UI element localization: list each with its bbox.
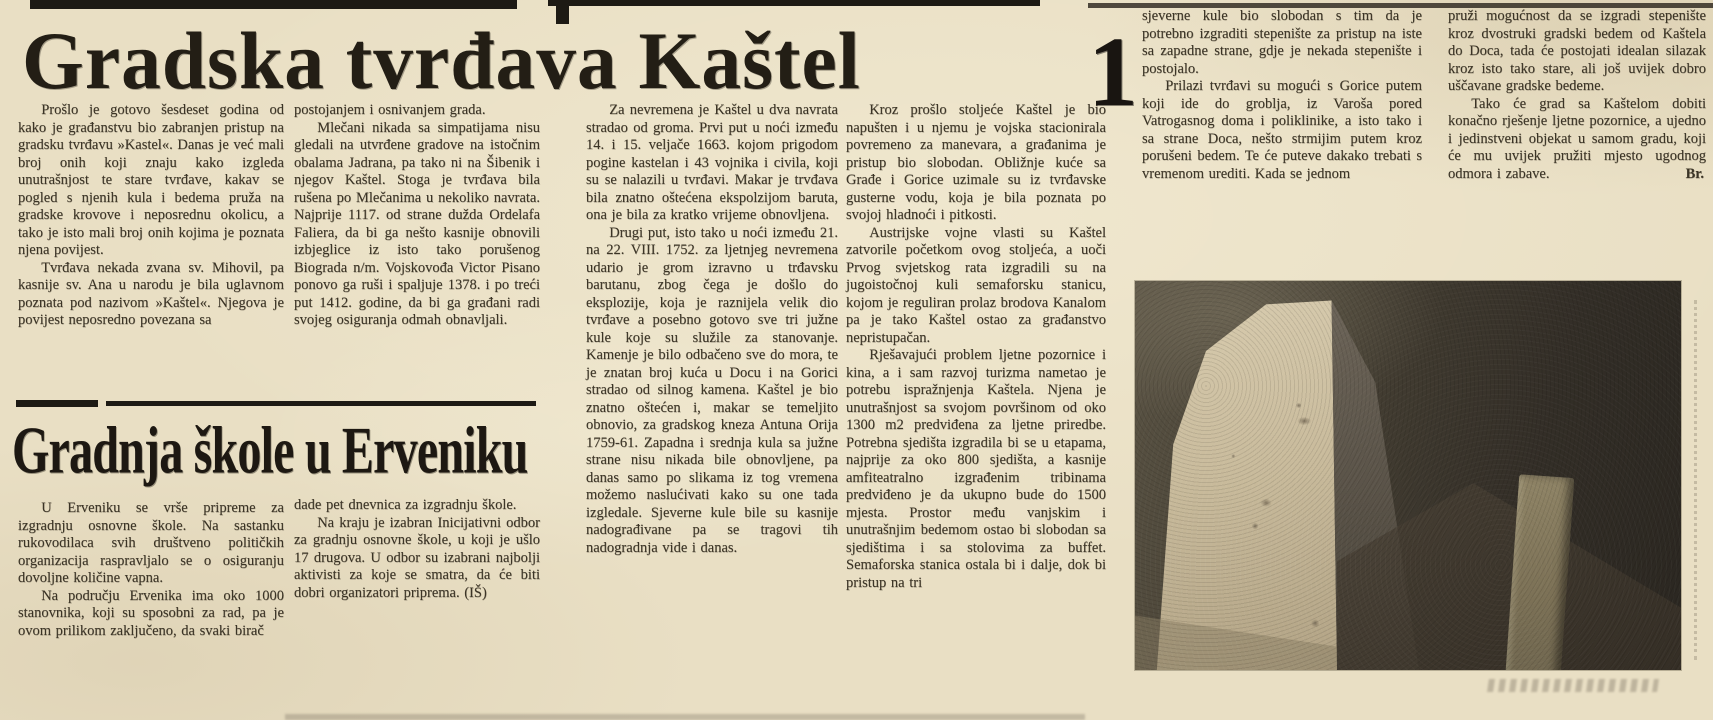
paragraph: U Erveniku se vrše pripreme za izgradnju osnovne škole. Na sastanku rukovodilaca svih društveno političkih organizacija raspravljalo se o osiguranju dovoljne količine vapna. [18, 500, 284, 586]
paragraph: Kroz prošlo stoljeće Kaštel je bio napušten i u njemu je vojska stacionirala povremeno za manevara, a građanima je pristup bio slobodan. Obližnje kuće sa Građe i Gorice uzimale su iz tvrđavske gusterne vodu, koja je bila poznata po svojoj hladnoći i pitkosti. [846, 102, 1106, 223]
fortress-photo [1135, 281, 1681, 670]
article1-column-2 [294, 102, 540, 330]
paragraph: Za nevremena je Kaštel u dva navrata stradao od groma. Prvi put u noći između 14. i 15. veljače 1663. kojom prigodom pogine kastelan i 43 vojnika i civila, koji su se nalazili u tvrđavi. Makar je trvđava bila znatno oštećena ekspolzijom baruta, ona je bila za kratko vrijeme obnovljena. [586, 102, 838, 223]
top-rule-left [30, 0, 517, 9]
paragraph: Tako će grad sa Kaštelom dobiti konačno rješenje ljetne pozornice, a ujedno i jedinstveni objekat u samom gradu, koji će mu uvijek pružiti mjesto ugodnog odmora i zabave. [1448, 95, 1706, 182]
article1-signature: Br. [1685, 165, 1704, 182]
bottom-crop-strip [285, 714, 1085, 720]
paragraph: Prošlo je gotovo šesdeset godina od kako je građanstvu bio zabranjen pristup na gradsku tvrđavu »Kastel«. Danas je već mali broj onih koji znaju kako izgleda unutrašnjost te stare tvrđave, kakav se pogled s njenih kula i bedema pruža na gradske krovove i neposrednu okolicu, a tako je isto mali broj onih kojima je poznata njena povijest. [18, 102, 284, 258]
paragraph: pruži mogućnost da se izgradi stepenište kroz dvostruki gradski bedem od Kaštela do Doca, tada će postojati idealan silazak kroz isto tako stare, ali još uvijek dobro uščavane gradske bedeme. [1448, 8, 1706, 94]
paragraph: Austrijske vojne vlasti su Kaštel zatvorile početkom ovog stoljeća, a uoči Prvog svjetskog rata izgradili su na jugoistočnoj kuli semaforsku stanicu, kojom je reguliran prolaz brodova Kanalom pa je tako Kaštel ostao za građanstvo nepristupačan. [846, 224, 1106, 346]
photo-grain-overlay [1135, 281, 1681, 670]
right-margin-marks [1694, 300, 1697, 660]
article1-headline: Gradska tvrđava Kaštel [22, 15, 861, 106]
article2-divider-right [106, 401, 536, 406]
paragraph: Drugi put, isto tako u noći između 21. na 22. VIII. 1752. za ljetnjeg nevremena udario je grom izravno u trđavsku barutanu, zbog čega je došlo do eksplozije, koja je raznijela velik dio tvrđave a posebno gotovo sve tri južne kule koje su služile za stanovanje. Kamenje je bilo odbačeno sve do mora, te je znatan broj kuća u Docu i na Gorici stradao od silnog kamena. Kaštel je bio znatno oštećen i, makar se temeljito obnovio, za gradskog kneza Antuna Orija 1759-61. Zapadna i srednja kula sa južne strane nisu nikada bile obnovljene, pa danas samo po slikama iz tog vremena možemo naslućivati kako su one tada izgledale. Sjeverne kule bile su kasnije nadograđivane pa se tragovi tih nadogradnja vide i danas. [586, 224, 838, 556]
article2-headline: Gradnja škole u Erveniku [12, 413, 528, 488]
top-rule-middle [548, 0, 1040, 6]
paragraph: sjeverne kule bio slobodan s tim da je potrebno izgraditi stepenište za pristup na iste sa zapadne strane, gdje je nekada stepenište i postojalo. [1142, 8, 1422, 77]
page-number-fragment: 1 [1088, 16, 1138, 127]
article2-divider-left [16, 400, 98, 407]
paragraph: dade pet dnevnica za izgradnju škole. [294, 497, 517, 513]
paragraph: Rješavajući problem ljetne pozornice i kina, a i sam razvoj turizma nametao je potrebu ispražnjenja Kaštela. Njena je unutrašnjost sa svojom površinom od oko 1300 m2 predviđena za ljetne priredbe. Potrebna sjedišta izgradila bi se u etapama, najprije za oko 800 sjedišta, a kasnije amfiteatralno izgrađenim tribinama predviđeno je da ukupno bude do 1500 mjesta. Prostor među vanjskim i unutrašnjim bedemom ostao bi slobodan sa sjedištima i sa stolovima za buffet. Semaforska stanica ostala bi i dalje, dok bi pristup na tri [846, 347, 1106, 591]
paragraph: Prilazi tvrđavi su mogući s Gorice putem koji ide do groblja, iz Varoša pored Vatrogasnog doma i poliklinike, a isto tako i sa strane Doca, nešto strmijim putem kroz porušeni bedem. Te će puteve dakako trebati s vremenom urediti. Kada se jednom [1142, 78, 1422, 182]
paragraph: Na području Ervenika ima oko 1000 stanovnika, koji su sposobni za rad, pa je ovom prilikom zaključeno, da svaki birač [18, 587, 284, 639]
article2-column-2 [294, 497, 540, 602]
paragraph: postojanjem i osnivanjem grada. [294, 102, 486, 118]
paragraph: Mlečani nikada sa simpatijama nisu gledali na utvrđene gradove na istočnim obalama Jadrana, pa tako ni na Šibenik i njegov Kaštel. Stoga je tvrđava bila rušena po Mlečanima u nekoliko navrata. Najprije 1117. od strane dužda Ordelafa Faliera, da bi ga nešto kasnije obnovili izbjeglice iz isto tako porušenog Biograda n/m. Vojskovođa Victor Pisano ponovo ga ruši i spaljuje 1378. i po treći put 1412. godine, da bi ga građani radi svojeg osiguranja odmah obnavljali. [294, 119, 540, 328]
article1-column-4 [846, 102, 1106, 592]
article1-column-3 [586, 102, 838, 557]
photo-stamp-smudge [1487, 679, 1659, 692]
article1-column-6 [1448, 8, 1706, 183]
article2-column-1 [18, 500, 284, 640]
article1-column-6-text [1448, 8, 1706, 183]
article1-column-5 [1142, 8, 1422, 183]
paragraph: Tvrđava nekada zvana sv. Mihovil, pa kasnije sv. Ana u narodu je bila uglavnom poznata pod nazivom »Kaštel«. Njegova je povijest neposredno povezana sa [18, 259, 284, 328]
article1-column-1 [18, 102, 284, 330]
paragraph: Na kraju je izabran Inicijativni odbor za gradnju osnovne škole, u koji je ušlo 17 drugova. U odbor su izabrani najbolji aktivisti za koje se smatra, da će biti dobri organizatori priprema. (IŠ) [294, 514, 540, 601]
